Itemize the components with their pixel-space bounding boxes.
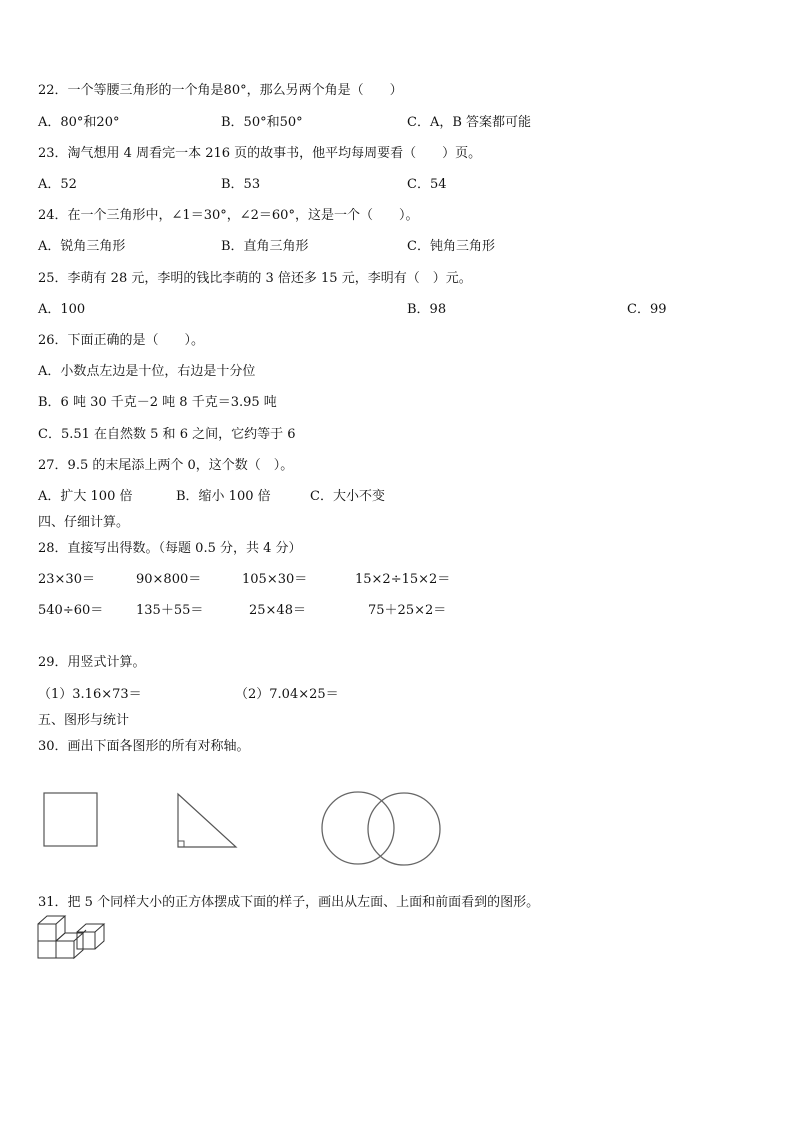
- question-26-stem: 26．下面正确的是（ ）。: [38, 333, 205, 348]
- question-22-option-c: C．A，B 答案都可能: [407, 115, 532, 130]
- question-27-option-b: B．缩小 100 倍: [176, 489, 271, 504]
- cube-arrangement-figure: [38, 916, 104, 958]
- question-31-stem: 31．把 5 个同样大小的正方体摆成下面的样子，画出从左面、上面和前面看到的图形。: [38, 895, 540, 910]
- calc-item: 540÷60＝: [38, 603, 104, 618]
- question-26-option-a: A．小数点左边是十位，右边是十分位: [38, 364, 256, 379]
- question-23-option-b: B．53: [221, 177, 261, 192]
- question-30-stem: 30．画出下面各图形的所有对称轴。: [38, 739, 250, 754]
- question-25-stem: 25．李萌有 28 元，李明的钱比李萌的 3 倍还多 15 元，李明有（ ）元。: [38, 271, 472, 286]
- question-23-stem: 23．淘气想用 4 周看完一本 216 页的故事书，他平均每周要看（ ）页。: [38, 146, 482, 161]
- right-triangle-figure: [178, 794, 236, 847]
- vertical-calc-item-2: （2）7.04×25＝: [235, 687, 339, 702]
- overlapping-circles-figure: [322, 792, 440, 865]
- calc-item: 90×800＝: [136, 572, 202, 587]
- question-23-option-a: A．52: [38, 177, 77, 192]
- section-5-heading: 五、图形与统计: [38, 713, 130, 728]
- question-22-stem: 22．一个等腰三角形的一个角是80°，那么另两个角是（ ）: [38, 83, 403, 98]
- question-24-option-c: C．钝角三角形: [407, 239, 495, 254]
- question-28-stem: 28．直接写出得数。（每题 0.5 分，共 4 分）: [38, 541, 302, 556]
- question-27-stem: 27．9.5 的末尾添上两个 0，这个数（ ）。: [38, 458, 294, 473]
- question-27-option-c: C．大小不变: [310, 489, 385, 504]
- question-24-option-a: A．锐角三角形: [38, 239, 126, 254]
- question-25-option-c: C．99: [627, 302, 667, 317]
- question-26-option-b: B．6 吨 30 千克－2 吨 8 千克＝3.95 吨: [38, 395, 277, 410]
- question-25-option-a: A．100: [38, 302, 86, 317]
- calc-item: 25×48＝: [249, 603, 306, 618]
- section-4-heading: 四、仔细计算。: [38, 515, 130, 530]
- question-22-option-b: B．50°和50°: [221, 115, 303, 130]
- calc-item: 15×2÷15×2＝: [355, 572, 451, 587]
- calc-item: 23×30＝: [38, 572, 95, 587]
- vertical-calc-item-1: （1）3.16×73＝: [38, 687, 142, 702]
- question-29-stem: 29．用竖式计算。: [38, 655, 146, 670]
- calc-item: 75＋25×2＝: [368, 603, 447, 618]
- question-24-option-b: B．直角三角形: [221, 239, 309, 254]
- calc-item: 105×30＝: [242, 572, 308, 587]
- question-23-option-c: C．54: [407, 177, 447, 192]
- question-22-option-a: A．80°和20°: [38, 115, 120, 130]
- square-figure: [44, 793, 97, 846]
- calc-item: 135＋55＝: [136, 603, 204, 618]
- question-25-option-b: B．98: [407, 302, 447, 317]
- question-27-option-a: A．扩大 100 倍: [38, 489, 133, 504]
- question-24-stem: 24．在一个三角形中，∠1＝30°，∠2＝60°，这是一个（ ）。: [38, 208, 419, 223]
- question-26-option-c: C．5.51 在自然数 5 和 6 之间，它约等于 6: [38, 427, 296, 442]
